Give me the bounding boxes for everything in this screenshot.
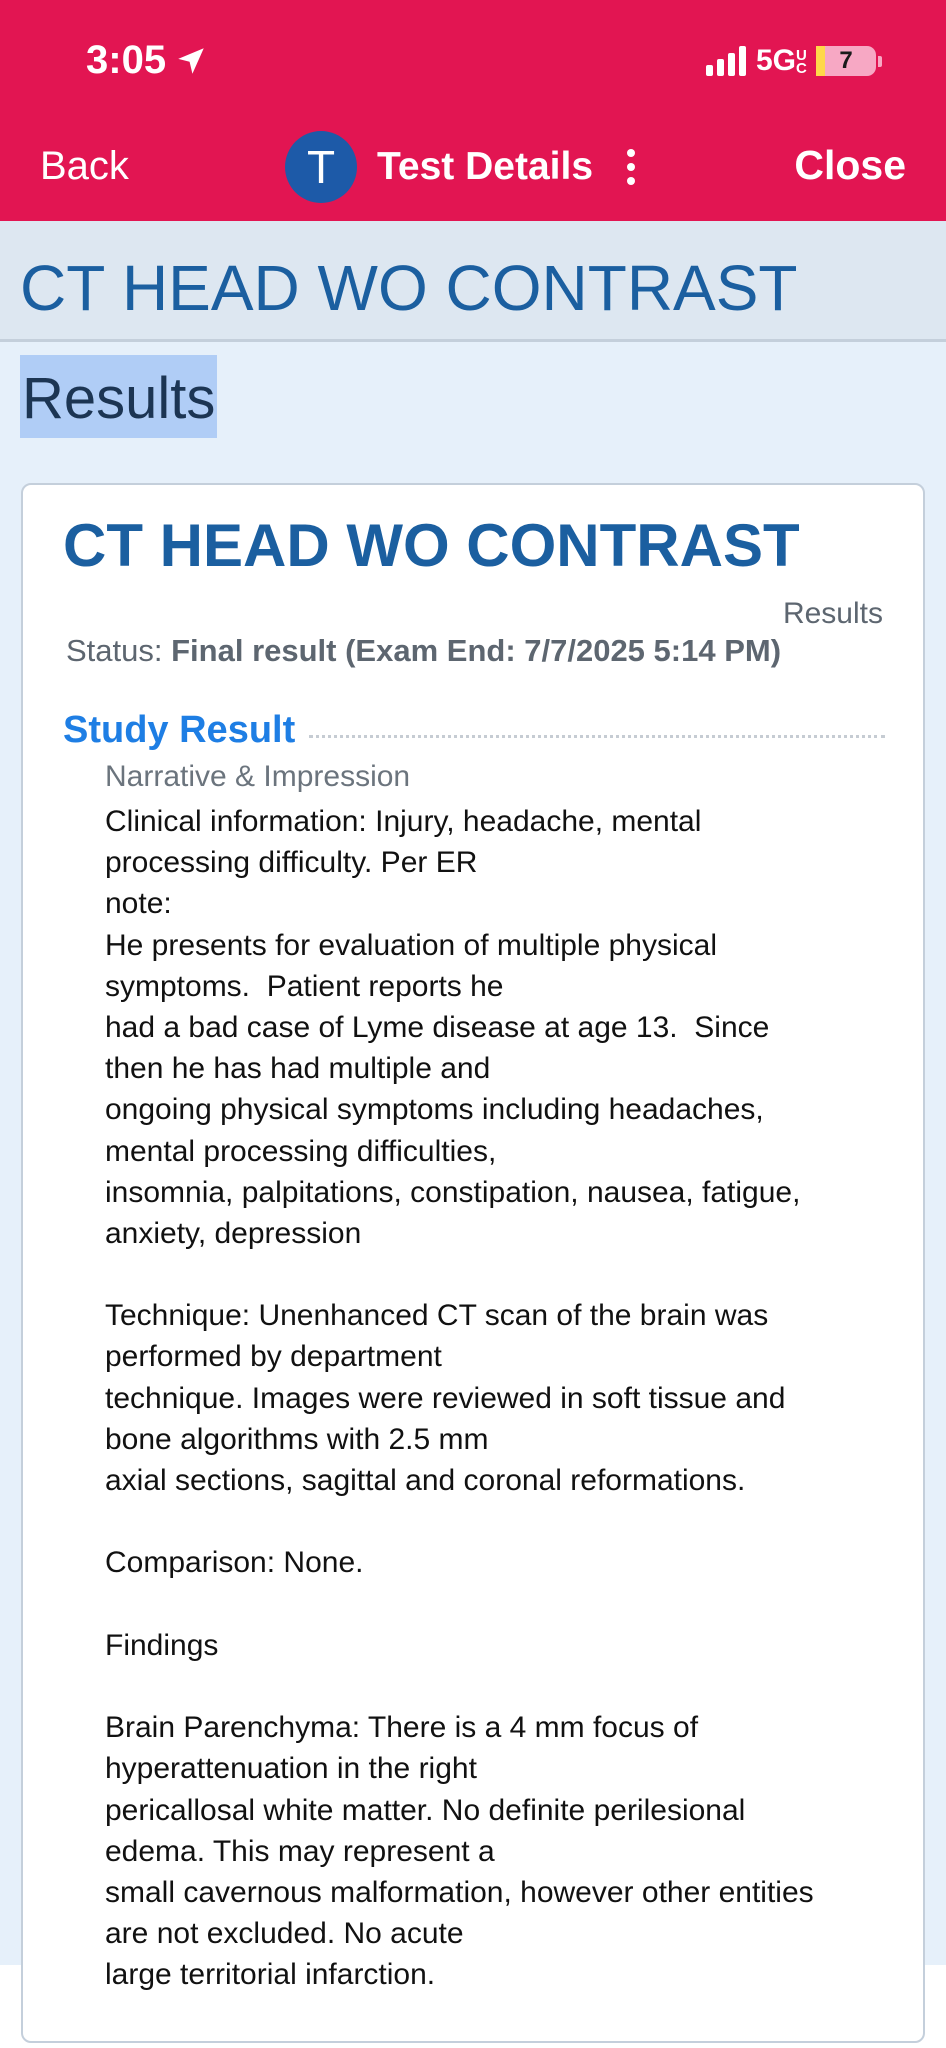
- network-label: 5GUC: [755, 44, 807, 78]
- narrative-line: technique. Images were reviewed in soft tissue and: [105, 1381, 786, 1415]
- test-name: CT HEAD WO CONTRAST: [20, 252, 798, 324]
- section-divider: [309, 734, 885, 738]
- close-button[interactable]: Close: [794, 142, 906, 188]
- narrative-line: large territorial infarction.: [105, 1958, 436, 1992]
- narrative-label: Narrative & Impression: [105, 760, 411, 793]
- avatar[interactable]: T: [285, 131, 357, 203]
- result-status: [66, 633, 781, 669]
- narrative-line: Brain Parenchyma: There is a 4 mm focus of: [105, 1711, 699, 1745]
- narrative-line: insomnia, palpitations, constipation, nausea, fatigue,: [105, 1175, 801, 1209]
- narrative-line: ongoing physical symptoms including headaches,: [105, 1093, 764, 1127]
- narrative-line: hyperattenuation in the right: [105, 1752, 477, 1786]
- narrative-line: are not excluded. No acute: [105, 1917, 464, 1951]
- narrative-line: symptoms. Patient reports he: [105, 969, 504, 1003]
- nav-title: Test Details: [377, 145, 594, 188]
- narrative-line: mental processing difficulties,: [105, 1134, 497, 1168]
- card-title: CT HEAD WO CONTRAST: [63, 512, 800, 579]
- result-card: [21, 483, 925, 2043]
- battery-level: 7: [839, 47, 853, 74]
- narrative-line: [105, 1666, 905, 1707]
- status-value: Final result (Exam End: 7/7/2025 5:14 PM): [171, 633, 782, 668]
- narrative-line: bone algorithms with 2.5 mm: [105, 1422, 489, 1456]
- narrative-line: Findings: [105, 1628, 219, 1662]
- narrative-line: performed by department: [105, 1340, 442, 1374]
- narrative-line: He presents for evaluation of multiple physical: [105, 928, 717, 962]
- narrative-line: note:: [105, 887, 172, 921]
- narrative-line: Comparison: None.: [105, 1546, 364, 1580]
- test-header: [0, 221, 946, 342]
- card-results-label: Results: [782, 597, 883, 630]
- back-button[interactable]: Back: [40, 144, 129, 188]
- section-title: Study Result: [63, 709, 296, 751]
- status-time-text: 3:05: [86, 38, 167, 82]
- narrative-line: [105, 1254, 905, 1295]
- narrative-line: small cavernous malformation, however other entities: [105, 1875, 814, 1909]
- narrative-text: [105, 801, 905, 1995]
- status-time: [86, 38, 208, 83]
- status-label: Status:: [66, 633, 163, 668]
- narrative-line: then he has had multiple and: [105, 1052, 491, 1086]
- signal-icon: [706, 46, 746, 76]
- study-result-header: [63, 709, 885, 752]
- more-options-icon[interactable]: [621, 145, 641, 189]
- results-heading: Results: [20, 355, 217, 438]
- narrative-line: anxiety, depression: [105, 1216, 362, 1250]
- nav-title-group: [285, 131, 641, 203]
- top-bar: [0, 0, 946, 221]
- location-arrow-icon: [174, 44, 208, 78]
- narrative-line: Technique: Unenhanced CT scan of the brain was: [105, 1299, 769, 1333]
- narrative-line: axial sections, sagittal and coronal reformations.: [105, 1464, 746, 1497]
- narrative-line: processing difficulty. Per ER: [105, 846, 478, 880]
- battery-icon: [816, 46, 876, 76]
- narrative-line: had a bad case of Lyme disease at age 13. Since: [105, 1010, 770, 1044]
- narrative-line: Clinical information: Injury, headache, mental: [105, 805, 702, 838]
- narrative-line: pericallosal white matter. No definite perilesional: [105, 1793, 746, 1827]
- status-indicators: [706, 44, 882, 78]
- narrative-line: [105, 1501, 905, 1542]
- narrative-line: edema. This may represent a: [105, 1834, 495, 1868]
- narrative-line: [105, 1584, 905, 1625]
